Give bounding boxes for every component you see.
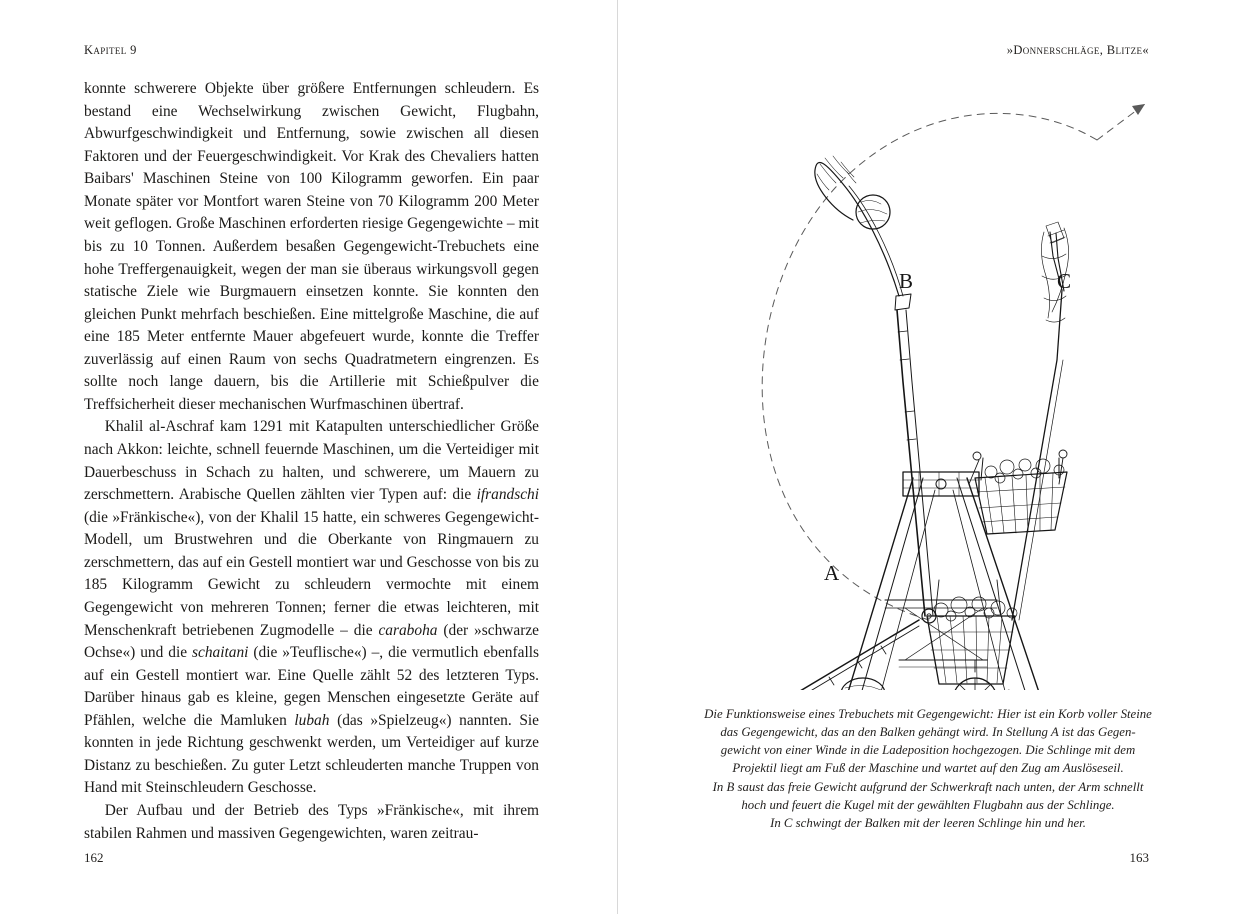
italic-term: schaitani <box>192 644 249 662</box>
windlass-wheel <box>941 660 1009 690</box>
caption-line: gewicht von einer Winde in die Ladeposition hochgezogen. Die Schlinge mit dem <box>720 743 1136 758</box>
text-run: Khalil al-Aschraf kam 1291 mit Katapulten unterschiedlicher Größe nach Akkon: leichte, schnell feuernde Maschinen, um die Verteidiger mit Dauerbeschuss in Schach zu halten, und schwerere, um Mauern zu zerschmettern. Arabische Quellen zählten vier Typen auf: die <box>84 418 539 504</box>
text-run: (der »schwarze Ochse«) und die <box>84 621 539 662</box>
figure-caption <box>689 705 1167 832</box>
caption-line: In C schwingt der Balken mit der leeren Schlinge hin und her. <box>770 815 1086 830</box>
swing-arc-dashed <box>762 113 1097 620</box>
page-right <box>617 0 1233 914</box>
counterweight-basket-upper <box>969 450 1067 534</box>
position-b-arm <box>815 156 933 616</box>
counterweight-basket-lower <box>927 580 1017 684</box>
paragraph-1: konnte schwerere Objekte über größere Entfernungen schleudern. Es bestand eine Wechselwirkung zwischen Gewicht, Flugbahn, Abwurfgeschwindigkeit und Entfernung, sowie zwischen all diesen Faktoren und der Feuergeschwindigkeit. Vor Krak des Chevaliers hatten Baibars' Maschinen Steine von 100 Kilogramm geworfen. Ein paar Monate später vor Montfort waren Steine von 70 Kilogramm 200 Meter weit geflogen. Große Maschinen erforderten riesige Gegengewichte – mit bis zu 10 Tonnen. Außerdem besaßen Gegengewicht-Trebuchets eine hohe Treffergenauigkeit, wegen der man sie überaus wirkungsvoll gegen statische Ziele wie Burgmauern einsetzen konnte. Sie konnten den gleichen Punkt mehrfach beschießen. Eine mittelgroße Maschine, die auf eine 185 Meter entfernte Mauer abgefeuert wurde, konnte die Treffer zuverlässig auf einen Raum von sechs Quadratmetern eingrenzen. Es sollte noch lange dauern, bis die Artillerie mit Schießpulver die Treffsicherheit dieser mechanischen Wurfmaschinen übertraf. <box>84 80 539 413</box>
caption-line: hoch und feuert die Kugel mit der gewählten Flugbahn aus der Schlinge. <box>741 797 1115 812</box>
caption-line: das Gegengewicht, das an den Balken gehängt wird. In Stellung A ist das Gegen- <box>720 725 1136 740</box>
caption-line: Projektil liegt am Fuß der Maschine und wartet auf den Zug am Auslöseseil. <box>732 761 1124 776</box>
caption-line: In B saust das freie Gewicht aufgrund der Schwerkraft nach unten, der Arm schnellt <box>712 779 1144 794</box>
italic-term: lubah <box>294 711 330 729</box>
italic-term: caraboha <box>378 621 438 639</box>
folio-right: 163 <box>1129 850 1149 865</box>
axle-block <box>903 472 979 496</box>
running-head-left: Kapitel 9 <box>84 43 137 57</box>
trebuchet-illustration <box>667 60 1187 690</box>
text-run: (die »Fränkische«), von der Khalil 15 hatte, ein schweres Gegengewicht-Modell, um Brustwehren und die Oberkante von Ringmauern zu zerschmettern, das auf ein Gestell montiert war und Geschosse von bis zu 185 Kilogramm Gewicht zu schleudern vermochte mit einem Gegengewicht von mehreren Tonnen; ferner die etwas leichteren, mit Menschenkraft betriebenen Zugmodelle – die <box>84 508 539 639</box>
folio-left: 162 <box>84 850 104 865</box>
projectile-stone <box>856 195 890 229</box>
text-run: (die »Teuflische«) –, die vermutlich ebenfalls auf ein Gestell montiert war. Eine Quelle zählt 52 des letzteren Typs. Darüber hinaus gab es kleine, gegen Menschen eingesetzte Geräte auf Pfählen, welche die Mamluken <box>84 644 539 729</box>
figure-label-a: A <box>824 561 840 585</box>
position-a-arm <box>749 620 919 690</box>
running-head-right: »Donnerschläge, Blitze« <box>1006 43 1149 57</box>
paragraph-3: Der Aufbau und der Betrieb des Typs »Fränkische«, mit ihrem stabilen Rahmen und massiven Gegengewichten, waren zeitrau- <box>84 802 539 842</box>
figure-label-c: C <box>1057 269 1072 293</box>
text-run: (das »Spielzeug«) nannten. Sie konnten in jede Richtung geschwenkt werden, um Verteidiger auf kurze Distanz zu beschießen. Zu guter Letzt schleuderten manche Truppen von Hand mit Steinschleudern Geschosse. <box>84 711 539 797</box>
body-text-left <box>84 78 539 845</box>
figure-label-b: B <box>899 269 914 293</box>
caption-line: Die Funktionsweise eines Trebuchets mit Gegengewicht: Hier ist ein Korb voller Steine <box>704 707 1152 721</box>
italic-term: ifrandschi <box>476 486 539 504</box>
paragraph-2 <box>84 416 539 800</box>
trebuchet-drawing <box>667 60 1187 690</box>
